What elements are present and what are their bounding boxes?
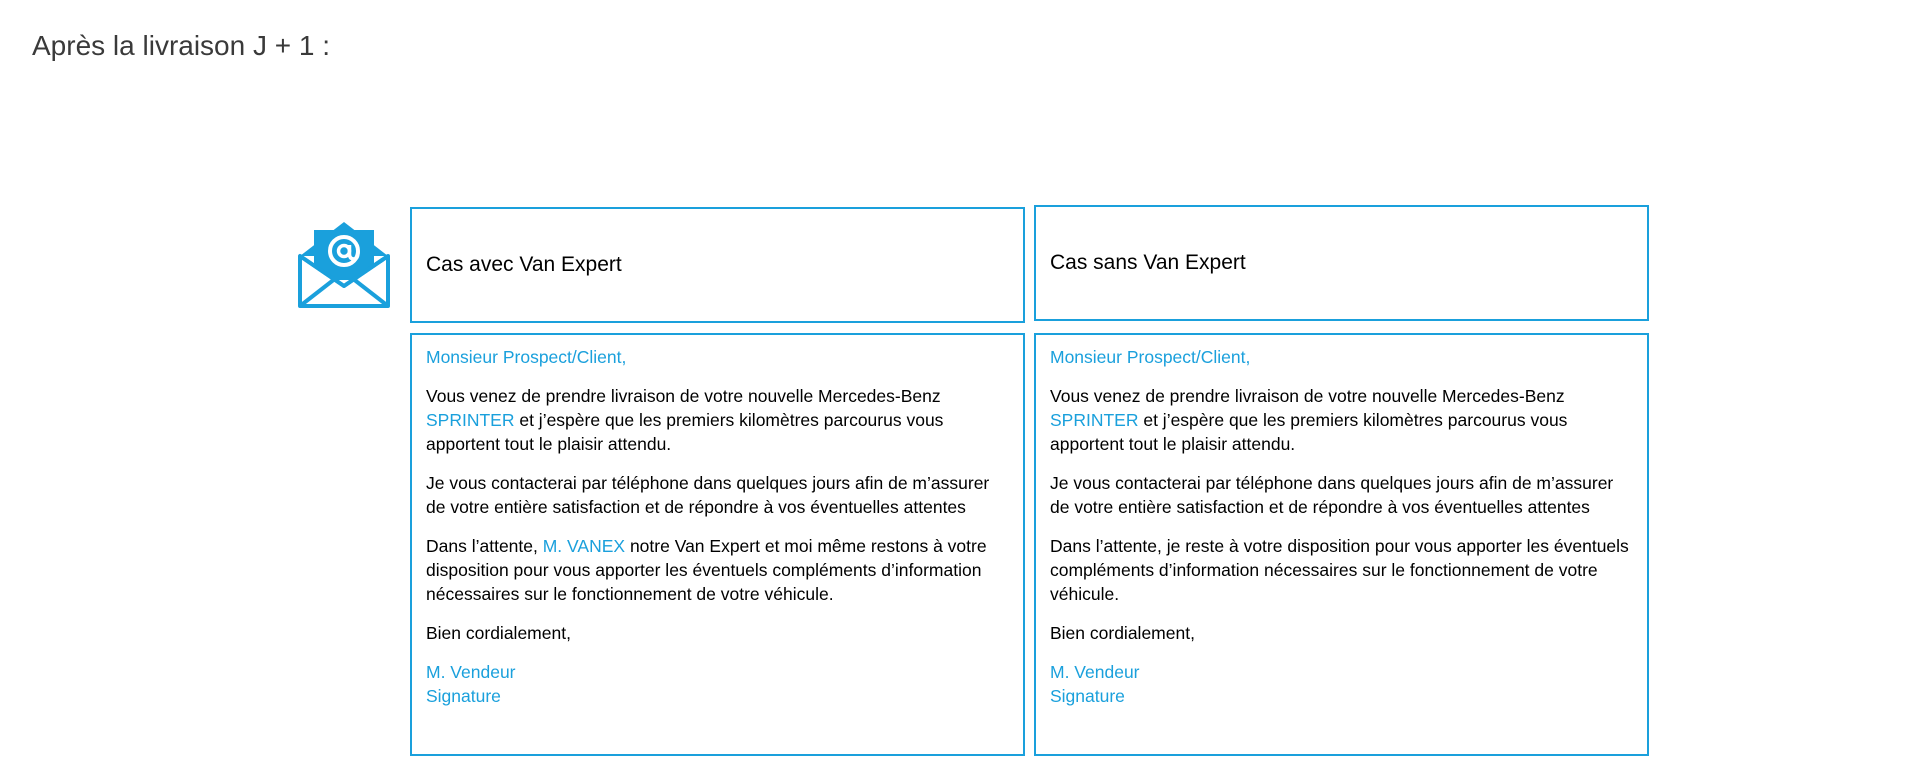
signature: Signature xyxy=(426,686,501,706)
header-box-with-van-expert xyxy=(410,207,1025,323)
header-box-without-van-expert xyxy=(1034,205,1649,321)
email-paragraph-1 xyxy=(426,384,1009,456)
email-paragraph-3 xyxy=(426,534,1009,606)
email-body-with-van-expert xyxy=(410,333,1025,756)
email-signature-block xyxy=(426,660,1009,708)
sender-name: M. Vendeur xyxy=(426,662,516,682)
page-title: Après la livraison J + 1 : xyxy=(32,30,331,61)
email-closing: Bien cordialement, xyxy=(1050,623,1195,643)
email-paragraph-3: Dans l’attente, je reste à votre disposition pour vous apporter les éventuels compléments d’information nécessaires sur le fonctionnement de votre véhicule. xyxy=(1050,536,1629,604)
vehicle-model: SPRINTER xyxy=(1050,410,1139,430)
email-paragraph-2: Je vous contacterai par téléphone dans quelques jours afin de m’assurer de votre entière satisfaction et de répondre à vos éventuelles attentes xyxy=(426,473,990,517)
case-header-with-van-expert: Cas avec Van Expert xyxy=(426,253,622,276)
paragraph-text: notre Van Expert et moi même restons à votre disposition pour vous apporter les éventuels compléments d’information nécessaires sur le fonctionnement de votre véhicule. xyxy=(426,536,987,604)
paragraph-text: Dans l’attente, xyxy=(426,536,543,556)
sender-name: M. Vendeur xyxy=(1050,662,1140,682)
email-paragraph-2: Je vous contacterai par téléphone dans quelques jours afin de m’assurer de votre entière satisfaction et de répondre à vos éventuelles attentes xyxy=(1050,473,1614,517)
email-signature-block xyxy=(1050,660,1633,708)
vehicle-model: SPRINTER xyxy=(426,410,515,430)
case-header-without-van-expert: Cas sans Van Expert xyxy=(1050,251,1246,274)
paragraph-text: et j’espère que les premiers kilomètres parcourus vous apportent tout le plaisir attendu. xyxy=(426,410,944,454)
email-greeting: Monsieur Prospect/Client, xyxy=(426,347,627,367)
signature: Signature xyxy=(1050,686,1125,706)
email-body-without-van-expert xyxy=(1034,333,1649,756)
van-expert-name: M. VANEX xyxy=(542,536,626,556)
paragraph-text: Vous venez de prendre livraison de votre nouvelle Mercedes-Benz xyxy=(426,386,941,406)
email-at-icon xyxy=(296,216,392,312)
email-closing: Bien cordialement, xyxy=(426,623,571,643)
paragraph-text: Vous venez de prendre livraison de votre nouvelle Mercedes-Benz xyxy=(1050,386,1565,406)
email-greeting: Monsieur Prospect/Client, xyxy=(1050,347,1251,367)
email-paragraph-1 xyxy=(1050,384,1633,456)
paragraph-text: et j’espère que les premiers kilomètres parcourus vous apportent tout le plaisir attendu. xyxy=(1050,410,1568,454)
